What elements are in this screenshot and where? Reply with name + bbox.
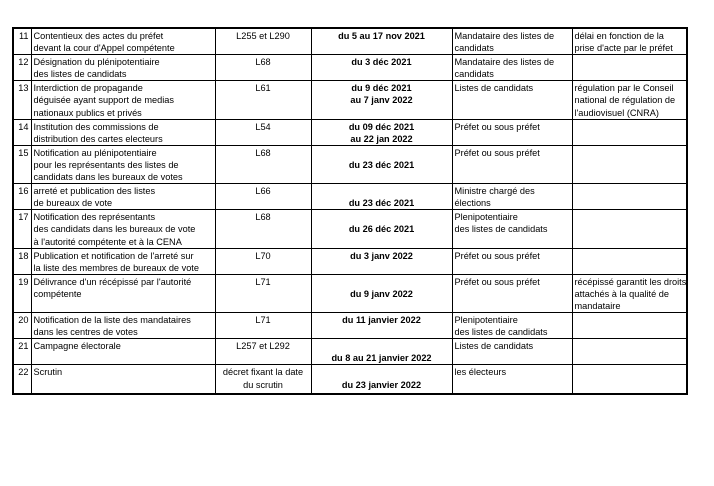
table-row	[13, 248, 687, 274]
responsible-cell-line: Préfet ou sous préfet	[454, 250, 540, 261]
observation-cell	[572, 28, 687, 55]
date-cell	[311, 313, 452, 339]
responsible-cell	[452, 145, 572, 183]
date-cell	[311, 145, 452, 183]
legal-reference-cell-line: L71	[255, 276, 271, 287]
responsible-cell	[452, 274, 572, 312]
observation-cell-line: délai en fonction de la	[574, 31, 664, 41]
date-cell-line	[314, 366, 450, 378]
legal-reference-cell	[215, 210, 311, 248]
row-number: 16	[13, 184, 31, 210]
legal-reference-cell-line: décret fixant la date	[222, 367, 304, 378]
responsible-cell-line: élections	[454, 198, 491, 209]
legal-reference-cell	[215, 28, 311, 55]
observation-cell	[572, 81, 687, 119]
responsible-cell	[452, 28, 572, 55]
observation-cell	[572, 184, 687, 210]
observation-cell-line: national de régulation de	[574, 95, 676, 106]
date-cell-line: du 3 janv 2022	[350, 250, 413, 261]
observation-cell	[572, 365, 687, 394]
legal-reference-cell-line: L68	[255, 57, 271, 68]
action-cell-line: Interdiction de propagande	[33, 83, 143, 94]
legal-reference-cell	[215, 248, 311, 274]
action-cell-line: compétente	[33, 288, 82, 299]
responsible-cell-line: candidats	[454, 69, 494, 80]
table-row	[13, 119, 687, 145]
table-row	[13, 184, 687, 210]
action-cell-line: Notification de la liste des mandataires	[33, 315, 191, 326]
action-cell-line: Scrutin	[33, 367, 63, 378]
action-cell	[31, 248, 215, 274]
action-cell	[31, 184, 215, 210]
date-cell-line: au 7 janv 2022	[350, 95, 413, 106]
date-cell-line	[314, 147, 450, 159]
observation-cell-line: attachés à la qualité de	[574, 288, 669, 299]
responsible-cell	[452, 119, 572, 145]
observation-cell	[572, 145, 687, 183]
table-row	[13, 28, 687, 55]
date-cell-line: du 5 au 17 nov 2021	[338, 31, 425, 41]
action-cell	[31, 55, 215, 81]
observation-cell	[572, 339, 687, 365]
responsible-cell	[452, 210, 572, 248]
date-cell-line: du 23 janvier 2022	[341, 379, 422, 390]
table-row	[13, 313, 687, 339]
date-cell	[311, 274, 452, 312]
legal-reference-cell	[215, 119, 311, 145]
row-number: 11	[13, 28, 31, 55]
action-cell	[31, 119, 215, 145]
date-cell-line: du 11 janvier 2022	[342, 315, 421, 326]
row-number: 13	[13, 81, 31, 119]
legal-reference-cell-line: du scrutin	[243, 379, 283, 390]
date-cell-line: du 09 déc 2021	[348, 121, 415, 132]
action-cell-line: Délivrance d'un récépissé par l'autorité	[33, 276, 192, 287]
date-cell-line: du 3 déc 2021	[351, 57, 412, 68]
action-cell-line: Institution des commissions de	[33, 121, 159, 132]
observation-cell	[572, 210, 687, 248]
observation-cell-line: l'audiovisuel (CNRA)	[574, 107, 659, 118]
date-cell-line	[314, 276, 450, 288]
responsible-cell	[452, 339, 572, 365]
date-cell	[311, 339, 452, 365]
date-cell-line: du 8 au 21 janvier 2022	[331, 353, 432, 364]
row-number: 17	[13, 210, 31, 248]
observation-cell	[572, 248, 687, 274]
legal-reference-cell-line: L68	[255, 212, 271, 223]
responsible-cell-line: Listes de candidats	[454, 341, 534, 352]
date-cell-line: du 9 janv 2022	[350, 288, 413, 299]
date-cell	[311, 81, 452, 119]
responsible-cell	[452, 81, 572, 119]
row-number: 14	[13, 119, 31, 145]
row-number: 22	[13, 365, 31, 394]
action-cell-line: distribution des cartes electeurs	[33, 133, 163, 144]
electoral-schedule-table	[12, 27, 688, 395]
action-cell-line: Campagne électorale	[33, 341, 121, 352]
date-cell	[311, 365, 452, 394]
action-cell	[31, 28, 215, 55]
responsible-cell-line: Listes de candidats	[454, 83, 534, 94]
action-cell	[31, 339, 215, 365]
table-row	[13, 145, 687, 183]
legal-reference-cell-line: L68	[255, 147, 271, 158]
responsible-cell-line: Mandataire des listes de	[454, 57, 555, 68]
row-number: 19	[13, 274, 31, 312]
observation-cell-line: prise d'acte par le préfet	[574, 43, 673, 54]
date-cell-line: du 23 déc 2021	[348, 159, 415, 170]
legal-reference-cell-line: L257 et L292	[236, 341, 290, 352]
responsible-cell-line: des listes de candidats	[454, 327, 548, 338]
date-cell	[311, 119, 452, 145]
row-number: 15	[13, 145, 31, 183]
row-number: 18	[13, 248, 31, 274]
action-cell-line: nationaux publics et privés	[33, 107, 142, 118]
observation-cell	[572, 274, 687, 312]
date-cell-line: du 26 déc 2021	[348, 224, 415, 235]
responsible-cell	[452, 365, 572, 394]
table-row	[13, 339, 687, 365]
observation-cell-line: mandataire	[574, 300, 621, 311]
responsible-cell-line: Préfet ou sous préfet	[454, 147, 540, 158]
table-row	[13, 81, 687, 119]
action-cell	[31, 365, 215, 394]
action-cell-line: déguisée ayant support de medias	[33, 95, 174, 106]
table-body	[13, 28, 687, 394]
date-cell	[311, 184, 452, 210]
responsible-cell	[452, 184, 572, 210]
responsible-cell-line: Plenipotentiaire	[454, 315, 518, 326]
date-cell-line	[314, 185, 450, 197]
action-cell	[31, 210, 215, 248]
date-cell	[311, 210, 452, 248]
observation-cell	[572, 55, 687, 81]
row-number: 12	[13, 55, 31, 81]
observation-cell-line: régulation par le Conseil	[574, 83, 674, 94]
responsible-cell-line: Mandataire des listes de	[454, 31, 555, 41]
row-number: 20	[13, 313, 31, 339]
responsible-cell-line: Préfet ou sous préfet	[454, 276, 540, 287]
action-cell-line: pour les représentants des listes de	[33, 159, 179, 170]
legal-reference-cell-line: L71	[255, 315, 271, 326]
row-number: 21	[13, 339, 31, 365]
action-cell-line: de bureaux de vote	[33, 198, 113, 209]
responsible-cell	[452, 248, 572, 274]
action-cell-line: Contentieux des actes du préfet	[33, 31, 164, 41]
action-cell-line: des listes de candidats	[33, 69, 127, 80]
date-cell-line: du 9 déc 2021	[351, 83, 412, 94]
legal-reference-cell-line: L66	[255, 186, 271, 197]
responsible-cell-line: Plenipotentiaire	[454, 212, 518, 223]
responsible-cell-line: Préfet ou sous préfet	[454, 121, 540, 132]
action-cell-line: Publication et notification de l'arreté sur	[33, 250, 194, 261]
legal-reference-cell	[215, 145, 311, 183]
action-cell	[31, 313, 215, 339]
responsible-cell-line: des listes de candidats	[454, 224, 548, 235]
responsible-cell-line: candidats	[454, 43, 494, 54]
legal-reference-cell	[215, 339, 311, 365]
table-row	[13, 365, 687, 394]
action-cell	[31, 81, 215, 119]
action-cell-line: candidats dans les bureaux de votes	[33, 172, 183, 183]
observation-cell	[572, 119, 687, 145]
legal-reference-cell	[215, 365, 311, 394]
legal-reference-cell-line: L255 et L290	[236, 31, 290, 41]
observation-cell-line: récépissé garantit les droits	[574, 276, 687, 287]
date-cell	[311, 248, 452, 274]
legal-reference-cell-line: L54	[255, 121, 271, 132]
action-cell-line: dans les centres de votes	[33, 327, 138, 338]
date-cell-line: du 23 déc 2021	[348, 198, 415, 209]
date-cell	[311, 28, 452, 55]
legal-reference-cell	[215, 313, 311, 339]
action-cell-line: devant la cour d'Appel compétente	[33, 43, 175, 54]
action-cell	[31, 274, 215, 312]
action-cell-line: Désignation du plénipotentiaire	[33, 57, 160, 68]
date-cell-line: au 22 jan 2022	[350, 133, 413, 144]
action-cell-line: arreté et publication des listes	[33, 186, 156, 197]
responsible-cell	[452, 55, 572, 81]
table-row	[13, 274, 687, 312]
action-cell-line: la liste des membres de bureaux de vote	[33, 262, 199, 273]
action-cell-line: Notification au plénipotentiaire	[33, 147, 157, 158]
date-cell-line	[314, 211, 450, 223]
legal-reference-cell	[215, 274, 311, 312]
legal-reference-cell	[215, 184, 311, 210]
table-row	[13, 55, 687, 81]
responsible-cell-line: les électeurs	[454, 367, 507, 378]
action-cell	[31, 145, 215, 183]
legal-reference-cell-line: L61	[255, 83, 271, 94]
action-cell-line: Notification des représentants	[33, 212, 156, 223]
legal-reference-cell	[215, 55, 311, 81]
action-cell-line: à l'autorité compétente et à la CENA	[33, 236, 182, 247]
date-cell	[311, 55, 452, 81]
observation-cell	[572, 313, 687, 339]
responsible-cell-line: Ministre chargé des	[454, 186, 535, 197]
date-cell-line	[314, 340, 450, 352]
legal-reference-cell	[215, 81, 311, 119]
action-cell-line: des candidats dans les bureaux de vote	[33, 224, 196, 235]
legal-reference-cell-line: L70	[255, 250, 271, 261]
responsible-cell	[452, 313, 572, 339]
table-row	[13, 210, 687, 248]
